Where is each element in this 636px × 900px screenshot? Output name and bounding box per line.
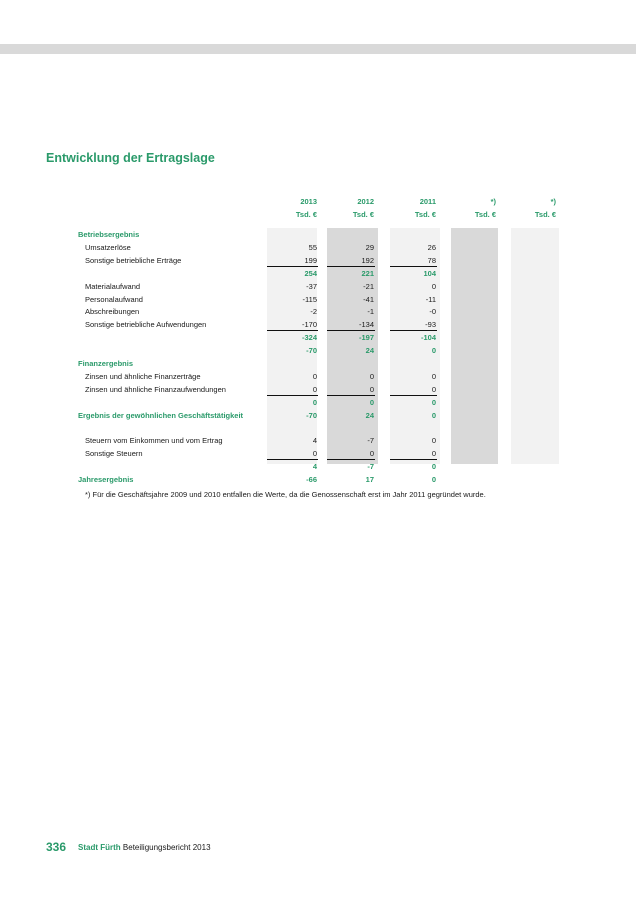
cell-value: -21: [363, 281, 374, 291]
table-row: [0, 305, 636, 318]
table-row: [0, 434, 636, 447]
row-label: Sonstige betriebliche Aufwendungen: [85, 320, 207, 330]
cell-value: 17: [365, 475, 374, 485]
row-label: Zinsen und ähnliche Finanzaufwendungen: [85, 384, 226, 394]
column-year: 2011: [419, 197, 436, 206]
cell-value: 0: [431, 462, 436, 472]
subtotal-row: [0, 396, 636, 409]
table-row: [0, 280, 636, 293]
table-row: [0, 357, 636, 370]
column-header-2013: [267, 195, 317, 221]
cell-value: -11: [425, 294, 436, 304]
cell-value: -7: [367, 436, 374, 446]
subtotal-row: [0, 460, 636, 473]
table-row: [0, 370, 636, 383]
table-row: [0, 447, 636, 460]
row-label: Steuern vom Einkommen und vom Ertrag: [85, 436, 223, 446]
cell-value: 26: [427, 242, 436, 252]
row-label: Zinsen und ähnliche Finanzerträge: [85, 371, 201, 381]
cell-value: 192: [361, 255, 374, 265]
column-unit: Tsd. €: [295, 210, 317, 219]
cell-value: 0: [369, 384, 374, 394]
cell-value: -70: [306, 346, 317, 356]
footnote: *) Für die Geschäftsjahre 2009 und 2010 entfallen die Werte, da die Genossenschaft erst im Jahr 2011 gegründet wurde.: [85, 490, 486, 499]
cell-value: 0: [312, 397, 317, 407]
subtotal-row: [0, 331, 636, 344]
table-row: [0, 241, 636, 254]
cell-value: 0: [312, 371, 317, 381]
cell-value: 0: [369, 449, 374, 459]
cell-value: 24: [365, 410, 374, 420]
footer-brand: Stadt Fürth: [78, 843, 121, 852]
table-row: [0, 228, 636, 241]
cell-value: 0: [312, 449, 317, 459]
row-label: Umsatzerlöse: [85, 242, 131, 252]
cell-value: 78: [427, 255, 436, 265]
subtotal-row: [0, 344, 636, 357]
table-row: [0, 318, 636, 331]
cell-value: -66: [306, 475, 317, 485]
column-year: *): [490, 197, 496, 206]
cell-value: 24: [365, 346, 374, 356]
row-label: Finanzergebnis: [78, 359, 134, 368]
top-gray-bar: [0, 44, 636, 54]
column-unit: Tsd. €: [352, 210, 374, 219]
cell-value: 199: [304, 255, 317, 265]
column-year: 2012: [357, 197, 374, 206]
cell-value: 221: [361, 268, 374, 278]
subtotal-row: [0, 267, 636, 280]
table-row: [0, 383, 636, 396]
row-label: Ergebnis der gewöhnlichen Geschäftstätigkeit: [78, 410, 244, 420]
row-label: Betriebsergebnis: [78, 230, 140, 239]
cell-value: -37: [306, 281, 317, 291]
cell-value: -115: [302, 294, 317, 304]
cell-value: 0: [431, 371, 436, 381]
cell-value: 0: [431, 410, 436, 420]
cell-value: 0: [369, 371, 374, 381]
table-row: [0, 254, 636, 267]
footer-text: Beteiligungsbericht 2013: [122, 843, 211, 852]
table-row: [0, 422, 636, 435]
cell-value: 0: [431, 384, 436, 394]
cell-value: 0: [431, 449, 436, 459]
column-unit: Tsd. €: [534, 210, 556, 219]
cell-value: 104: [423, 268, 436, 278]
column-year: *): [550, 197, 556, 206]
cell-value: -197: [358, 333, 374, 343]
cell-value: 0: [312, 384, 317, 394]
column-header-empty-1: [451, 195, 496, 221]
cell-value: 0: [431, 397, 436, 407]
cell-value: 0: [431, 475, 436, 485]
cell-value: 254: [304, 268, 317, 278]
cell-value: -324: [301, 333, 317, 343]
cell-value: 0: [431, 346, 436, 356]
cell-value: 55: [308, 242, 317, 252]
cell-value: 0: [431, 436, 436, 446]
page-number: 336: [46, 840, 67, 854]
row-label: Jahresergebnis: [78, 475, 134, 485]
cell-value: 0: [431, 281, 436, 291]
cell-value: -7: [367, 462, 374, 472]
cell-value: -70: [306, 410, 317, 420]
column-header-empty-2: [511, 195, 556, 221]
row-label: Sonstige betriebliche Erträge: [85, 255, 182, 265]
column-unit: Tsd. €: [474, 210, 496, 219]
cell-value: -134: [358, 320, 374, 330]
cell-value: -2: [310, 307, 317, 317]
cell-value: -104: [420, 333, 436, 343]
cell-value: 0: [369, 397, 374, 407]
page-title: Entwicklung der Ertragslage: [46, 151, 215, 165]
table-row: [0, 473, 636, 486]
cell-value: -41: [363, 294, 374, 304]
table-row: [0, 293, 636, 306]
cell-value: -170: [301, 320, 317, 330]
column-header-2012: [327, 195, 374, 221]
row-label: Materialaufwand: [85, 281, 141, 291]
cell-value: -0: [429, 307, 436, 317]
row-label: Personalaufwand: [85, 294, 143, 304]
cell-value: 4: [312, 436, 317, 446]
page-footer: [78, 843, 211, 852]
table-row: [0, 409, 636, 422]
cell-value: -93: [425, 320, 436, 330]
cell-value: 4: [312, 462, 317, 472]
column-year: 2013: [300, 197, 317, 206]
column-unit: Tsd. €: [414, 210, 436, 219]
row-label: Abschreibungen: [85, 307, 140, 317]
row-label: Sonstige Steuern: [85, 449, 143, 459]
column-header-2011: [390, 195, 436, 221]
cell-value: -1: [367, 307, 374, 317]
cell-value: 29: [365, 242, 374, 252]
